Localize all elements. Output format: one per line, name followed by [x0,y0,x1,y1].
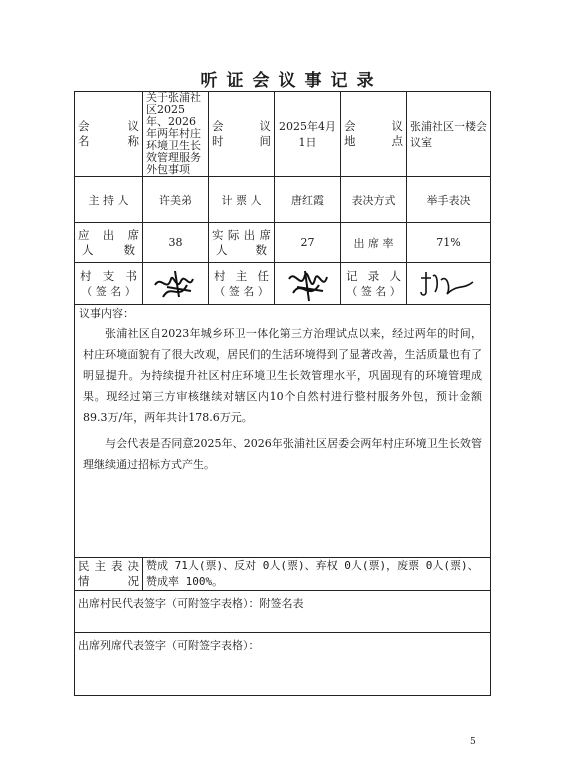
meeting-place-value: 张浦社区一楼会议室 [407,92,491,177]
nonvoting-reps-signature: 出席列席代表签字（可附签字表格）： [75,633,491,696]
signature-row [75,263,491,305]
secretary-signature [143,263,209,305]
host-row [75,177,491,223]
counter-label: 计 票 人 [209,177,275,223]
village-reps-signature: 出席村民代表签字（可附签字表格）：附签名表 [75,591,491,633]
meeting-name-value: 关于张浦社区2025年、2026年两年村庄环境卫生长效管理服务外包事项 [143,92,209,177]
meeting-info-row [75,92,491,177]
meeting-place-label: 会 议 地 点 [341,92,407,177]
director-label: 村 主 任 （ 签 名 ） [209,263,275,305]
actual-value: 27 [275,223,341,263]
minutes-paragraph-2: 与会代表是否同意2025年、2026年张浦社区居委会两年村庄环境卫生长效管理继续通过招标方式产生。 [83,437,482,471]
voting-result: 赞成 71人(票)、反对 0人(票)、弃权 0人(票)，废票 0人(票)、 赞成率 100%。 [143,558,491,591]
counter-value: 唐红霞 [275,177,341,223]
page-number: 5 [470,737,476,747]
secretary-label: 村 支 书 （ 签 名 ） [75,263,143,305]
actual-label: 实 际 出 席 人 数 [209,223,275,263]
attendance-row [75,223,491,263]
rate-value: 71% [407,223,491,263]
rate-label: 出 席 率 [341,223,407,263]
expected-value: 38 [143,223,209,263]
voting-label: 民 主 表 决 情 况 [75,558,143,591]
recorder-signature [407,263,491,305]
nonvoting-reps-row [75,633,491,696]
vote-method-value: 举手表决 [407,177,491,223]
meeting-record-table [74,91,491,696]
meeting-time-label: 会 议 时 间 [209,92,275,177]
expected-label: 应 出 席 人 数 [75,223,143,263]
meeting-time-value: 2025年4月1日 [275,92,341,177]
minutes-paragraph-1: 张浦社区自2023年城乡环卫一体化第三方治理试点以来，经过两年的时间，村庄环境面貌有了很大改观，居民们的生活环境得到了显著改善，生活质量也有了明显提升。为持续提升社区村庄环境卫生长效管理水平，巩固现有的环境管理成果。现经过第三方审核继续对辖区内10个自然村进行整村服务外包，预计金额89.3万/年，两年共计178.6万元。 [83,327,482,424]
minutes-cell [75,305,491,558]
meeting-name-label: 会 议 名 称 [75,92,143,177]
page-title: 听证会议事记录 [200,71,383,91]
host-label: 主 持 人 [75,177,143,223]
minutes-row [75,305,491,558]
director-signature [275,263,341,305]
village-reps-row [75,591,491,633]
recorder-label: 记 录 人 （ 签 名 ） [341,263,407,305]
host-value: 许美弟 [143,177,209,223]
voting-row [75,558,491,591]
vote-method-label: 表决方式 [341,177,407,223]
minutes-heading: 议事内容： [79,307,134,320]
